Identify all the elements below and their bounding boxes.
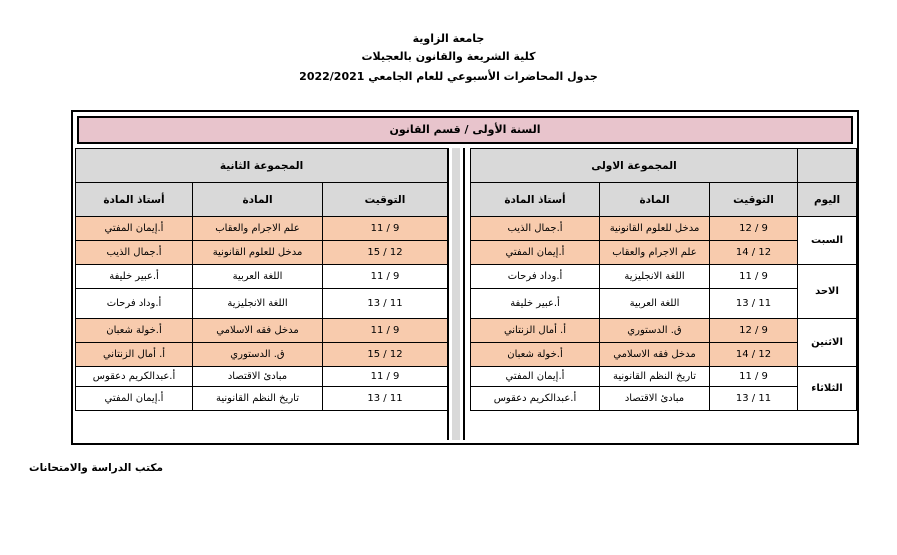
teacher-cell: أ.إيمان المفتي (470, 241, 599, 265)
teacher-cell: أ. أمال الزنتاني (470, 319, 599, 343)
table-row (76, 343, 448, 367)
subject-cell: تاريخ النظم القانونية (600, 367, 710, 387)
teacher-cell: أ.وداد فرحات (470, 265, 599, 289)
col-time-header: التوقيت (323, 183, 448, 217)
col-day-header: اليوم (798, 183, 857, 217)
teacher-cell: أ.عبير خليفة (76, 265, 193, 289)
time-cell: 11 / 9 (323, 367, 448, 387)
teacher-cell: أ.إيمان المفتي (470, 367, 599, 387)
subject-cell: مدخل للعلوم القانونية (193, 241, 323, 265)
teacher-cell: أ.إيمان المفتي (76, 387, 193, 411)
subject-cell: مدخل للعلوم القانونية (600, 217, 710, 241)
col-subject-header: المادة (193, 183, 323, 217)
year-department-banner: السنة الأولى / قسم القانون (77, 116, 853, 144)
time-cell: 11 / 9 (710, 367, 798, 387)
table-row (470, 367, 856, 387)
table-row (76, 289, 448, 319)
schedule-frame (71, 110, 859, 445)
time-cell: 13 / 11 (710, 387, 798, 411)
teacher-cell: أ.عبدالكريم دعقوس (76, 367, 193, 387)
day-cell: الثلاثاء (798, 367, 857, 411)
table-row (76, 367, 448, 387)
teacher-cell: أ.إيمان المفتي (76, 217, 193, 241)
table-row (76, 241, 448, 265)
subject-cell: ق. الدستوري (193, 343, 323, 367)
subject-cell: مبادئ الاقتصاد (193, 367, 323, 387)
schedule-title: جدول المحاضرات الأسبوعي للعام الجامعي 2022/2021 (299, 70, 598, 83)
university-name: جامعة الزاوية (412, 32, 485, 45)
col-teacher-header: أستاذ المادة (76, 183, 193, 217)
time-cell: 13 / 11 (710, 289, 798, 319)
day-cell: الاثنين (798, 319, 857, 367)
subject-cell: مدخل فقه الاسلامي (193, 319, 323, 343)
table-row (76, 217, 448, 241)
subject-cell: اللغة الانجليزية (193, 289, 323, 319)
subject-cell: تاريخ النظم القانونية (193, 387, 323, 411)
subject-cell: ق. الدستوري (600, 319, 710, 343)
table-row (470, 265, 856, 289)
table-row (76, 387, 448, 411)
group-two-table (75, 148, 448, 411)
time-cell: 11 / 9 (323, 265, 448, 289)
subject-cell: مبادئ الاقتصاد (600, 387, 710, 411)
table-row (470, 217, 856, 241)
table-row (470, 319, 856, 343)
day-cell: السبت (798, 217, 857, 265)
time-cell: 12 / 9 (710, 217, 798, 241)
time-cell: 13 / 11 (323, 387, 448, 411)
subject-cell: اللغة العربية (600, 289, 710, 319)
teacher-cell: أ.خولة شعبان (470, 343, 599, 367)
time-cell: 12 / 9 (710, 319, 798, 343)
time-cell: 15 / 12 (323, 343, 448, 367)
subject-cell: اللغة الانجليزية (600, 265, 710, 289)
time-cell: 11 / 9 (323, 217, 448, 241)
subject-cell: علم الاجرام والعقاب (193, 217, 323, 241)
col-teacher-header: أستاذ المادة (470, 183, 599, 217)
office-footer: مكتب الدراسة والامتحانات (29, 462, 163, 474)
teacher-cell: أ.خولة شعبان (76, 319, 193, 343)
group-divider (447, 148, 465, 440)
teacher-cell: أ.عبدالكريم دعقوس (470, 387, 599, 411)
teacher-cell: أ.عبير خليفة (470, 289, 599, 319)
time-cell: 13 / 11 (323, 289, 448, 319)
col-time-header: التوقيت (710, 183, 798, 217)
faculty-name: كلية الشريعة والقانون بالعجيلات (361, 50, 536, 63)
group-two-title: المجموعة الثانية (76, 149, 448, 183)
subject-cell: اللغة العربية (193, 265, 323, 289)
table-row (76, 265, 448, 289)
col-subject-header: المادة (600, 183, 710, 217)
subject-cell: علم الاجرام والعقاب (600, 241, 710, 265)
teacher-cell: أ.وداد فرحات (76, 289, 193, 319)
teacher-cell: أ.جمال الذيب (470, 217, 599, 241)
group-one-table (470, 148, 857, 411)
teacher-cell: أ. أمال الزنتاني (76, 343, 193, 367)
time-cell: 11 / 9 (323, 319, 448, 343)
group-one-title: المجموعة الاولى (470, 149, 797, 183)
time-cell: 11 / 9 (710, 265, 798, 289)
time-cell: 14 / 12 (710, 343, 798, 367)
teacher-cell: أ.جمال الذيب (76, 241, 193, 265)
time-cell: 15 / 12 (323, 241, 448, 265)
subject-cell: مدخل فقه الاسلامي (600, 343, 710, 367)
time-cell: 14 / 12 (710, 241, 798, 265)
table-row (76, 319, 448, 343)
day-cell: الاحد (798, 265, 857, 319)
